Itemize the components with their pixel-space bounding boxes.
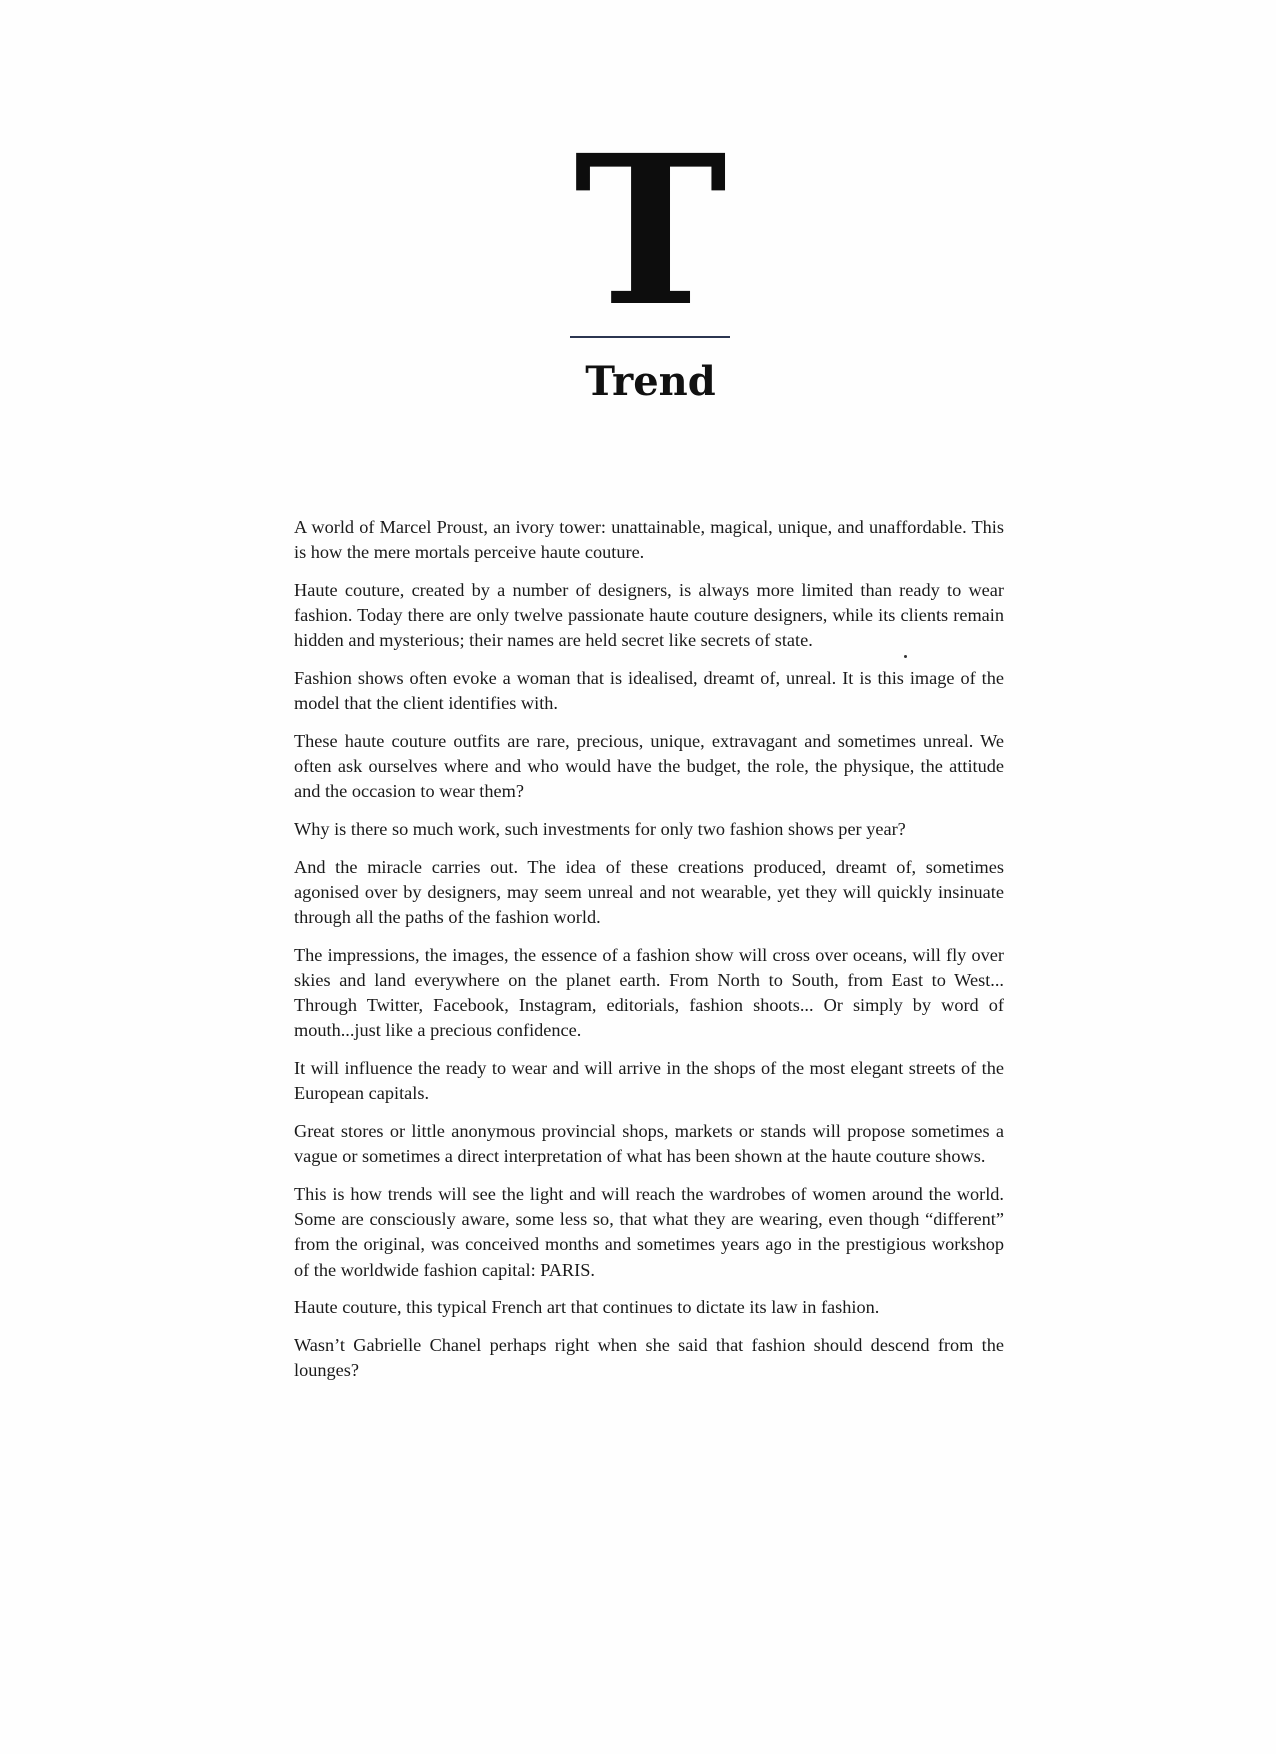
scan-speck xyxy=(904,655,907,658)
paragraph-10: This is how trends will see the light and will reach the wardrobes of women around the world. Some are consciously aware, some less so, that what they are wearing, even though “different” from the original, was conceived months and sometimes years ago in the prestigious workshop of the worldwide fashion capital: PARIS. xyxy=(294,1183,1004,1280)
paragraph-2: Haute couture, created by a number of designers, is always more limited than ready to wear fashion. Today there are only twelve passionate haute couture designers, while its clients remain hidden and mysterious; their names are held secret like secrets of state. xyxy=(294,579,1004,651)
paragraph-7: The impressions, the images, the essence of a fashion show will cross over oceans, will fly over skies and land everywhere on the planet earth. From North to South, from East to West... Through Twitter, Facebook, Instagram, editorials, fashion shoots... Or simply by word of mouth...just like a precious confidence. xyxy=(294,944,1004,1041)
paragraph-6: And the miracle carries out. The idea of these creations produced, dreamt of, sometimes agonised over by designers, may seem unreal and not wearable, yet they will quickly insinuate through all the paths of the fashion world. xyxy=(294,856,1004,928)
paragraph-8: It will influence the ready to wear and will arrive in the shops of the most elegant streets of the European capitals. xyxy=(294,1058,1004,1104)
page-title: Trend xyxy=(585,358,716,405)
paragraph-12: Wasn’t Gabrielle Chanel perhaps right when she said that fashion should descend from the lounges? xyxy=(294,1334,1004,1381)
paragraph-3: Fashion shows often evoke a woman that is idealised, dreamt of, unreal. It is this image of the model that the client identifies with. xyxy=(294,668,1004,714)
article-body xyxy=(294,515,1004,1396)
title-divider xyxy=(570,336,730,338)
paragraph-11: Haute couture, this typical French art that continues to dictate its law in fashion. xyxy=(294,1297,880,1318)
paragraph-5: Why is there so much work, such investments for only two fashion shows per year? xyxy=(294,819,906,840)
drop-letter: T xyxy=(573,110,728,352)
paragraph-1: A world of Marcel Proust, an ivory tower: unattainable, magical, unique, and unaffordable. This is how the mere mortals perceive haute couture. xyxy=(294,517,1004,563)
paragraph-4: These haute couture outfits are rare, precious, unique, extravagant and sometimes unreal. We often ask ourselves where and who would have the budget, the role, the physique, the attitude and the occasion to wear them? xyxy=(294,730,1004,802)
paragraph-9: Great stores or little anonymous provincial shops, markets or stands will propose sometimes a vague or sometimes a direct interpretation of what has been shown at the haute couture shows. xyxy=(294,1121,1004,1167)
